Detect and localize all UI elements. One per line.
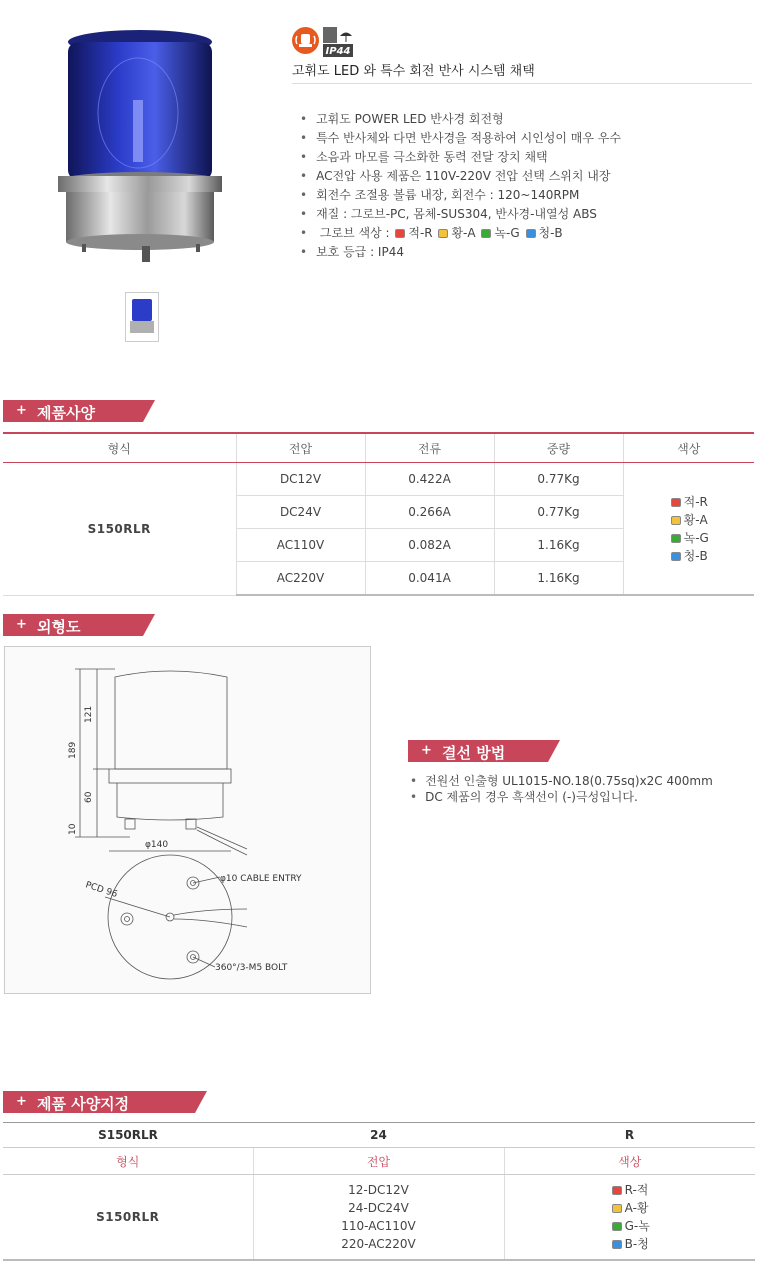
designation-table xyxy=(3,1122,755,1261)
code-row xyxy=(3,1123,755,1148)
bolt-label: 360°/3-M5 BOLT xyxy=(215,963,288,973)
globe-color-label: 황-A xyxy=(451,226,476,240)
blue-swatch-icon xyxy=(612,1240,622,1249)
voltage-cell: DC12V xyxy=(236,463,365,496)
feature-item: • 재질 : 그로브-PC, 몸체-SUS304, 반사경-내열성 ABS xyxy=(300,205,621,224)
table-row xyxy=(3,463,754,496)
ip-rating-badge xyxy=(323,27,353,57)
current-cell: 0.266A xyxy=(365,496,494,529)
label-cell: 전압 xyxy=(253,1148,504,1175)
label-row xyxy=(3,1148,755,1175)
feature-item: • 특수 반사체와 다면 반사경을 적용하여 시인성이 매우 우수 xyxy=(300,129,621,148)
amber-swatch-icon xyxy=(671,516,681,525)
blue-swatch-icon xyxy=(526,229,536,238)
feature-item: • 회전수 조절용 볼륨 내장, 회전수 : 120~140RPM xyxy=(300,186,621,205)
label-cell: 형식 xyxy=(3,1148,253,1175)
green-swatch-icon xyxy=(481,229,491,238)
product-image xyxy=(50,28,230,278)
weight-cell: 0.77Kg xyxy=(494,496,623,529)
code-cell: 24 xyxy=(253,1123,504,1148)
dim-60-label: 60 xyxy=(84,791,94,803)
color-label: 청-B xyxy=(683,548,708,563)
dim-10-label: 10 xyxy=(68,823,78,835)
feature-item: • 소음과 마모를 극소화한 동력 전달 장치 채택 xyxy=(300,148,621,167)
voltage-option: 12-DC12V xyxy=(348,1183,409,1197)
code-cell: S150RLR xyxy=(3,1123,253,1148)
section-title: 결선 방법 xyxy=(442,744,506,762)
wiring-item: • 전원선 인출형 UL1015-NO.18(0.75sq)x2C 400mm xyxy=(410,773,713,789)
voltage-cell: AC220V xyxy=(236,562,365,596)
feature-item-globe-colors xyxy=(300,224,621,243)
section-header-wiring xyxy=(408,740,563,762)
globe-color-label: 녹-G xyxy=(494,226,520,240)
code-cell: R xyxy=(504,1123,755,1148)
red-swatch-icon xyxy=(395,229,405,238)
feature-badges xyxy=(292,27,353,57)
color-option: G-녹 xyxy=(624,1219,650,1233)
current-cell: 0.041A xyxy=(365,562,494,596)
weight-cell: 1.16Kg xyxy=(494,529,623,562)
model-cell: S150RLR xyxy=(3,1175,253,1261)
model-cell: S150RLR xyxy=(3,463,236,596)
voltage-option: 110-AC110V xyxy=(341,1219,416,1233)
section-header-designation xyxy=(3,1091,213,1113)
ip-badge-text: IP44 xyxy=(325,46,351,57)
color-options-cell xyxy=(504,1175,755,1261)
feature-item: • 보호 등급 : IP44 xyxy=(300,243,621,262)
section-title: 제품 사양지정 xyxy=(37,1095,130,1113)
dim-121-label: 121 xyxy=(84,705,94,723)
current-cell: 0.082A xyxy=(365,529,494,562)
red-swatch-icon xyxy=(671,498,681,507)
pcd-label: PCD 96 xyxy=(84,880,119,901)
red-swatch-icon xyxy=(612,1186,622,1195)
amber-swatch-icon xyxy=(438,229,448,238)
section-title: 제품사양 xyxy=(37,404,95,422)
wiring-item: • DC 제품의 경우 흑색선이 (-)극성입니다. xyxy=(410,789,713,805)
plus-icon: + xyxy=(16,1094,27,1109)
voltage-options-cell xyxy=(253,1175,504,1261)
column-header: 형식 xyxy=(3,433,236,463)
weight-cell: 1.16Kg xyxy=(494,562,623,596)
blue-swatch-icon xyxy=(671,552,681,561)
product-thumbnail[interactable] xyxy=(125,292,159,342)
section-header-spec xyxy=(3,400,158,422)
outline-drawing xyxy=(4,646,371,994)
color-label: 녹-G xyxy=(683,530,709,545)
plus-icon: + xyxy=(16,617,27,632)
globe-color-label: 적-R xyxy=(408,226,433,240)
section-header-outline xyxy=(3,614,158,636)
color-label: 적-R xyxy=(683,494,708,509)
column-header: 중량 xyxy=(494,433,623,463)
spec-table xyxy=(3,432,754,596)
column-header: 전류 xyxy=(365,433,494,463)
voltage-cell: DC24V xyxy=(236,496,365,529)
feature-item: • 고휘도 POWER LED 반사경 회전형 xyxy=(300,110,621,129)
green-swatch-icon xyxy=(612,1222,622,1231)
label-cell: 색상 xyxy=(504,1148,755,1175)
globe-color-label: 청-B xyxy=(538,226,563,240)
cable-entry-label: φ10 CABLE ENTRY xyxy=(220,874,302,884)
current-cell: 0.422A xyxy=(365,463,494,496)
color-label: 황-A xyxy=(683,512,708,527)
color-option: A-황 xyxy=(624,1201,649,1215)
section-title: 외형도 xyxy=(37,618,81,636)
column-header: 색상 xyxy=(623,433,754,463)
voltage-cell: AC110V xyxy=(236,529,365,562)
feature-item: • AC전압 사용 제품은 110V-220V 전압 선택 스위치 내장 xyxy=(300,167,621,186)
product-headline: 고휘도 LED 와 특수 회전 반사 시스템 채택 xyxy=(292,60,752,84)
voltage-option: 24-DC24V xyxy=(348,1201,409,1215)
color-option: B-청 xyxy=(624,1237,649,1251)
color-cell xyxy=(623,463,754,596)
feature-list xyxy=(300,110,621,262)
amber-swatch-icon xyxy=(612,1204,622,1213)
color-option: R-적 xyxy=(624,1183,649,1197)
dim-140-label: φ140 xyxy=(145,840,169,850)
wiring-list xyxy=(410,773,713,805)
weight-cell: 0.77Kg xyxy=(494,463,623,496)
rotating-light-icon xyxy=(292,27,319,54)
designation-data-row xyxy=(3,1175,755,1261)
plus-icon: + xyxy=(16,403,27,418)
green-swatch-icon xyxy=(671,534,681,543)
table-header-row xyxy=(3,433,754,463)
plus-icon: + xyxy=(421,743,432,758)
globe-color-prefix: 그로브 색상 : xyxy=(319,226,390,240)
dim-189-label: 189 xyxy=(68,741,78,759)
voltage-option: 220-AC220V xyxy=(341,1237,416,1251)
column-header: 전압 xyxy=(236,433,365,463)
